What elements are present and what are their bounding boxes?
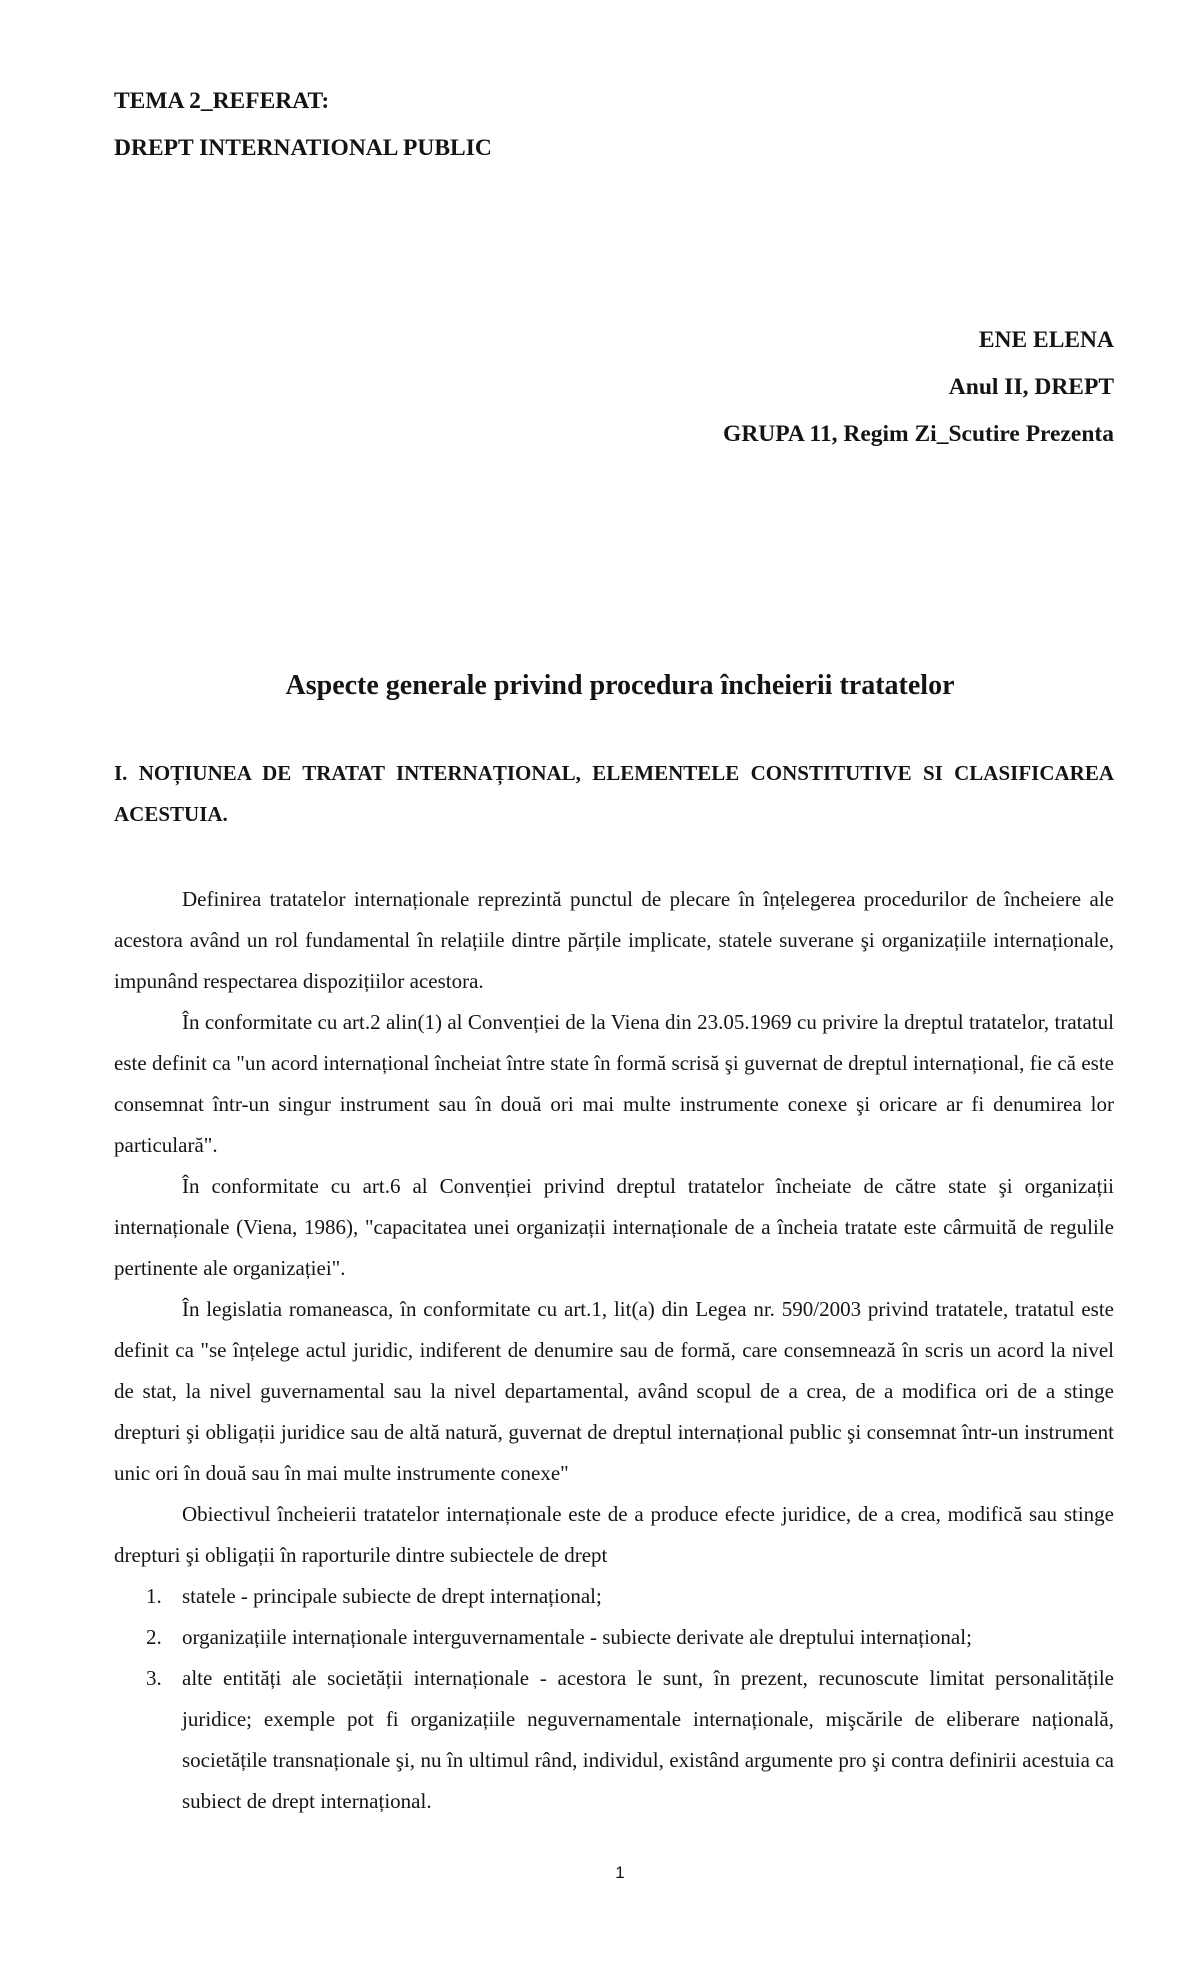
list-item-text: organizațiile internaționale interguvernamentale - subiecte derivate ale dreptului internațional; [182, 1625, 972, 1649]
page-number: 1 [615, 1863, 625, 1882]
list-item [114, 1658, 1114, 1822]
list-item-number: 2. [146, 1625, 162, 1649]
paragraph-4: În legislatia romaneasca, în conformitate cu art.1, lit(a) din Legea nr. 590/2003 privind tratatele, tratatul este definit ca "se înțelege actul juridic, indiferent de denumire sau de formă, care consemnează în scris un acord la nivel de stat, la nivel guvernamental sau la nivel departamental, având scopul de a crea, de a modifica ori de a stinge drepturi şi obligații juridice sau de altă natură, guvernat de dreptul internațional public şi consemnat într-un instrument unic ori în două sau în mai multe instrumente conexe" [114, 1297, 1114, 1485]
subjects-list [114, 1576, 1114, 1822]
list-item-number: 1. [146, 1584, 162, 1608]
paragraph-5: Obiectivul încheierii tratatelor internaționale este de a produce efecte juridice, de a crea, modifică sau stinge drepturi şi obligații în raporturile dintre subiectele de drept [114, 1502, 1114, 1567]
list-item-text: statele - principale subiecte de drept internațional; [182, 1584, 602, 1608]
list-item-text: alte entități ale societății internaționale - acestora le sunt, în prezent, recunoscute limitat personalitățile juridice; exemple pot fi organizațiile neguvernamentale internaționale, mişcările de eliberare națională, societățile transnaționale şi, nu în ultimul rând, individul, existând argumente pro şi contra definirii acestuia ca subiect de drept internațional. [182, 1666, 1114, 1813]
course-title: DREPT INTERNATIONAL PUBLIC [114, 135, 492, 161]
section-heading: I. NOȚIUNEA DE TRATAT INTERNAȚIONAL, ELEMENTELE CONSTITUTIVE SI CLASIFICAREA ACESTUIA. [114, 761, 1114, 826]
body-text [114, 879, 1114, 1822]
paragraph-1: Definirea tratatelor internaționale reprezintă punctul de plecare în înțelegerea procedurilor de încheiere ale acestora având un rol fundamental în relațiile dintre părțile implicate, statele suverane şi organizațiile internaționale, impunând respectarea dispozițiilor acestora. [114, 887, 1114, 993]
assignment-title: TEMA 2_REFERAT: [114, 88, 330, 114]
paragraph-2: În conformitate cu art.2 alin(1) al Convenției de la Viena din 23.05.1969 cu privire la dreptul tratatelor, tratatul este definit ca "un acord internațional încheiat între state în formă scrisă şi guvernat de dreptul internațional, fie că este consemnat într-un singur instrument sau în două ori mai multe instrumente conexe şi oricare ar fi denumirea lor particulară". [114, 1010, 1114, 1157]
author-year: Anul II, DREPT [948, 374, 1114, 400]
list-item [114, 1576, 1114, 1617]
author-name: ENE ELENA [978, 327, 1114, 353]
list-item [114, 1617, 1114, 1658]
list-item-number: 3. [146, 1666, 162, 1690]
author-group: GRUPA 11, Regim Zi_Scutire Prezenta [723, 421, 1114, 447]
document-title: Aspecte generale privind procedura încheierii tratatelor [285, 670, 955, 701]
paragraph-3: În conformitate cu art.6 al Convenției privind dreptul tratatelor încheiate de către state şi organizații internaționale (Viena, 1986), "capacitatea unei organizații internaționale de a încheia tratate este cârmuită de regulile pertinente ale organizației". [114, 1174, 1114, 1280]
